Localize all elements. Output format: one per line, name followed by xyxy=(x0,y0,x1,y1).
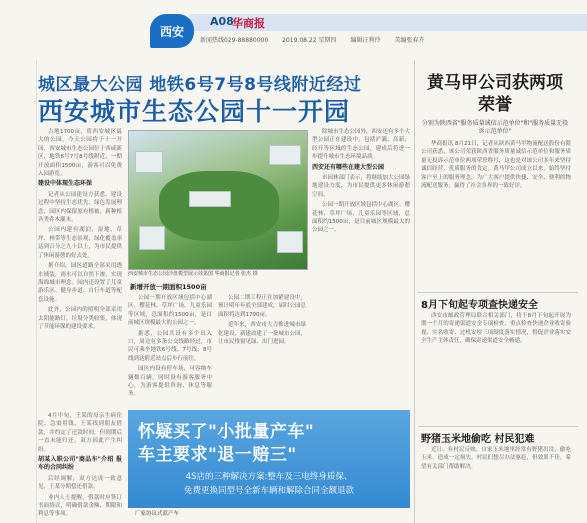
paragraph: 公园一期开放区域包括中心湖区、樱花林、草坪广场、儿童乐园等区域，总面积约1500亩，是目前城区规模最大的公园之一。 xyxy=(128,295,212,327)
newspaper-logo: 华商报 xyxy=(232,17,265,30)
banner-deck-2: 免费更换同型号全新车辆和解除合同全额退款 xyxy=(183,486,354,496)
model-building xyxy=(139,226,165,250)
paragraph: 公园一期开放区域包括中心湖区、樱花林、草坪广场、儿童乐园等区域，总面积约1500亩，是目前城区规模最大的公园之一。 xyxy=(312,202,410,234)
right-story-title: 黄马甲公司获两项荣誉 xyxy=(427,73,563,115)
photo-caption: 西安城市生态公园沙盘模型展示效果图 华商报记者 张杰 摄 xyxy=(128,271,258,277)
model-building xyxy=(189,191,231,207)
paragraph: 业内人士提醒，借款时应签订书面协议，明确借款金额、期限和利息等事项。 xyxy=(38,494,122,518)
right-story-subtitle: 分别为陕西省"服务质量诚信示范单位"和"服务质量无投诉示范单位" xyxy=(421,120,569,135)
left-bottom-column xyxy=(38,412,122,523)
feature-banner xyxy=(128,410,410,523)
paragraph: 华商报讯 8月21日，记者从陕西黄马甲物流配送股份有限公司获悉，该公司荣获陕西省服务质量诚信示范单位和服务质量无投诉示范单位两项荣誉称号，这也是对该公司多年来坚持诚信经营、优质服务的肯定。黄马甲公司成立以来，始终坚持客户至上的服务理念，为广大客户提供快捷、安全、便利的物流配送服务，赢得了社会各界的一致好评。 xyxy=(421,141,571,190)
right-story2-body xyxy=(421,312,571,424)
paragraph: 占地1700亩，将西安城区最大的公园，今天公园将于十一开园，西安城市生态公园位于西咸新区，地铁6号7号8号线附近，一期开放面积1500亩，游客可以免费入园游览。 xyxy=(38,129,122,178)
article-column-1 xyxy=(38,128,122,408)
section-badge: 西安 xyxy=(150,14,194,48)
paragraph: 近日，有村民反映，自家玉米地里经常有野猪出没，偷吃玉米，造成一定损失。村民们想尽办法驱赶，但效果不佳，希望有关部门帮助解决。 xyxy=(421,447,571,470)
paragraph: 后经调解，双方达成一致意见，王某分期偿还借款。 xyxy=(38,475,122,491)
paragraph: 记者从公园建设方获悉，建设过程中坚持生态优先、绿色发展理念，园区内保留原有植被，新种植各类乔木灌木。 xyxy=(38,191,122,224)
paragraph: 西安市邮政管理局联合相关部门，将于8月下旬起开展为期一个月的寄递渠道安全专项检查，重点检查快递企业收寄验视、实名收寄、过机安检三项制度落实情况，督促企业落实安全生产主体责任，确保寄递渠道安全畅通。 xyxy=(421,313,571,345)
story-kicker: 城区最大公园 地铁6号7号8号线附近经过 xyxy=(38,75,362,95)
right-story3-body xyxy=(421,446,571,522)
paragraph: 据悉，公园共设有多个出入口，周边有多条公交线路经过，市民可乘坐地铁6号线、7号线、8号线到达附近站点后步行前往。 xyxy=(128,330,212,362)
model-building xyxy=(277,231,303,253)
subhead: 西安还有哪些在建大型公园 xyxy=(312,163,385,171)
right-story2-title: 8月下旬起专项查快递安全 xyxy=(421,300,538,311)
paragraph: 除城市生态公园外，西安还有多个大型公园正在建设中，包括浐灞、高新、经开等区域的生态公园，建成后将进一步提升城市生态环境品质。 xyxy=(312,129,410,161)
subhead: 建设中体现生态环保 xyxy=(38,180,93,188)
page-header xyxy=(150,14,587,48)
paragraph: 公园二期工程正在加紧建设中，预计明年年底全部建成，届时公园总面积将达到1700亩。 xyxy=(218,295,306,318)
article-column-2 xyxy=(128,294,212,406)
footer-text: 厂家协议式蓝产车 xyxy=(135,511,180,517)
story-headline: 西安城市生态公园十一开园 xyxy=(38,97,351,126)
model-building xyxy=(269,145,301,165)
paragraph: 公园内建有湖泊、湿地、草坪、林带等生态景观，绿化覆盖率达到百分之九十以上，为市民提供了休闲游憩的好去处。 xyxy=(38,227,122,259)
paragraph: 近年来，西安市大力推进城市绿化建设，新建改建了一批城市公园，让市民推窗见绿、出门进园。 xyxy=(218,322,306,346)
editor: 编辑汪利玲 xyxy=(350,36,381,44)
header-info xyxy=(194,34,587,44)
date: 2019.08.22 星期四 xyxy=(282,36,337,44)
paragraph: 4月中旬，王某的母亲生病住院，急需用钱，王某找到朋友借款，并约定了还款时间，但到期后一直未能归还，双方因此产生纠纷。 xyxy=(38,413,122,453)
banner-deck-1: 4S店的三种解决方案:整车及三电终身质保、 xyxy=(185,472,353,482)
right-story-body xyxy=(421,140,571,290)
hotline: 新闻热线029-88880000 xyxy=(200,36,269,44)
article-column-3 xyxy=(218,294,306,406)
subhead: 胡某入职公司"商品车"介绍 报车的合同纠纷 xyxy=(38,456,122,472)
model-building xyxy=(135,151,163,173)
designer: 美编张春卉 xyxy=(394,36,425,44)
subhead: 新增开放一期面积1500亩 xyxy=(130,283,207,291)
article-column-4 xyxy=(312,128,410,406)
park-model-photo xyxy=(128,130,308,270)
banner-headline-2: 车主要求"退一赔三" xyxy=(138,445,297,465)
story-divider xyxy=(418,292,578,293)
paragraph: 市园林部门表示，将继续加大公园绿地建设力度，为市民提供更多休闲游憩空间。 xyxy=(312,175,410,198)
banner-headline-1: 怀疑买了"小批量产车" xyxy=(138,422,315,442)
column-divider xyxy=(414,60,415,523)
paragraph: 此外，公园内的照明全部采用太阳能路灯，垃圾分类收集，体现了节能环保的建设要求。 xyxy=(38,307,122,330)
paragraph: 园区内设有停车场，可容纳车辆数百辆，同时设有游客服务中心，为游客提供咨询、休息等服务。 xyxy=(128,366,212,398)
story-divider xyxy=(418,426,578,427)
page-number: A08 xyxy=(210,15,234,28)
right-story3-title: 野猪玉米地偷吃 村民犯难 xyxy=(421,434,535,445)
paragraph: 据介绍，园区道路全部采用透水铺装，雨水可以自然下渗，实现海绵城市理念。园内还设置了儿童游乐区、健身步道、自行车道等配套设施。 xyxy=(38,263,122,303)
